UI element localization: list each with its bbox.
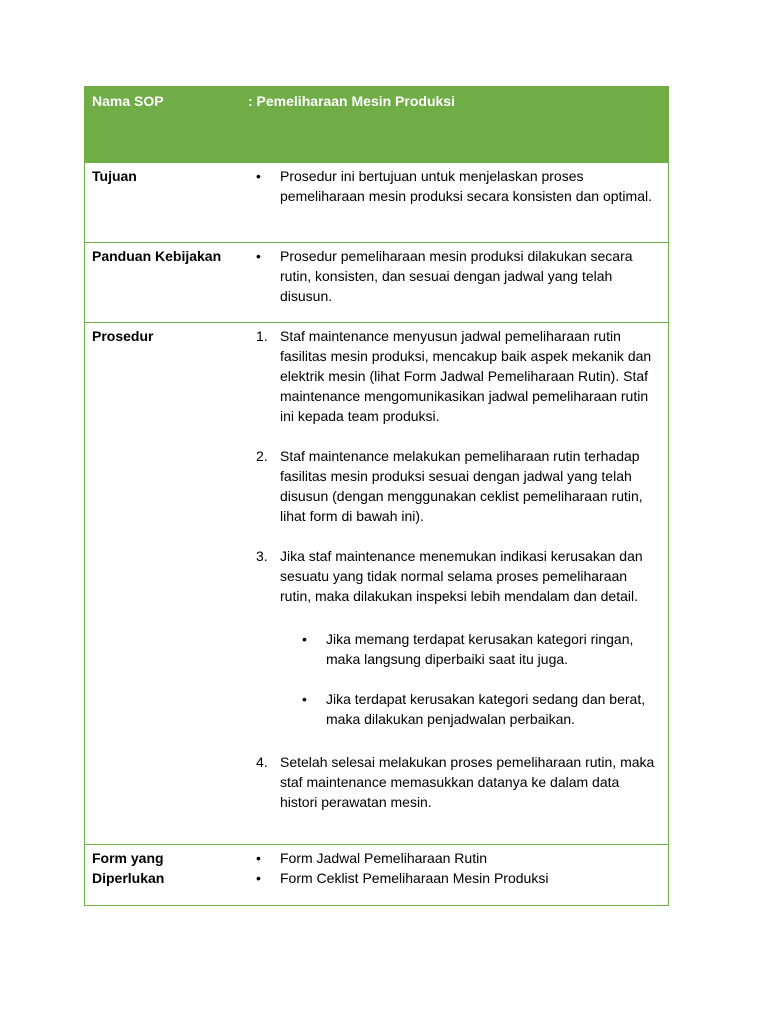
- form-item-text: Form Ceklist Pemeliharaan Mesin Produksi: [280, 870, 549, 886]
- prosedur-steps-continued: [248, 752, 668, 812]
- panduan-text: Prosedur pemeliharaan mesin produksi dilakukan secara rutin, konsisten, dan sesuai dengan jadwal yang telah disusun.: [280, 248, 633, 304]
- prosedur-step-3: [248, 546, 668, 606]
- step-number: 3.: [256, 548, 268, 564]
- sub-item-text: Jika memang terdapat kerusakan kategori ringan, maka langsung diperbaiki saat itu juga.: [326, 631, 634, 667]
- bullet-icon: •: [302, 691, 307, 707]
- bullet-icon: •: [256, 168, 261, 184]
- list-item: [248, 629, 668, 669]
- prosedur-content: [248, 323, 668, 844]
- panduan-list: [248, 243, 668, 306]
- tujuan-label: Tujuan: [92, 168, 137, 184]
- list-item: [248, 848, 668, 868]
- prosedur-steps: [248, 323, 668, 606]
- step-text: Staf maintenance melakukan pemeliharaan rutin terhadap fasilitas mesin produksi sesuai dengan jadwal yang telah disusun (dengan menggunakan ceklist pemeliharaan rutin, lihat form di bawah ini).: [280, 448, 643, 524]
- step-number: 4.: [256, 754, 268, 770]
- header-row: [85, 87, 668, 162]
- list-item: [248, 868, 668, 888]
- panduan-content: [248, 243, 668, 322]
- prosedur-label: Prosedur: [92, 328, 154, 344]
- tujuan-content: [248, 163, 668, 242]
- panduan-label: Panduan Kebijakan: [92, 248, 222, 264]
- step-text: Jika staf maintenance menemukan indikasi kerusakan dan sesuatu yang tidak normal selama proses pemeliharaan rutin, maka dilakukan inspeksi lebih mendalam dan detail.: [280, 548, 643, 604]
- step-number: 1.: [256, 328, 268, 344]
- sop-name-label: Nama SOP: [92, 93, 164, 109]
- bullet-icon: •: [256, 248, 261, 264]
- bullet-icon: •: [256, 870, 261, 886]
- tujuan-text: Prosedur ini bertujuan untuk menjelaskan proses pemeliharaan mesin produksi secara konsisten dan optimal.: [280, 168, 652, 204]
- prosedur-step-4: [248, 752, 668, 812]
- step-number: 2.: [256, 448, 268, 464]
- sop-name-value: : Pemeliharaan Mesin Produksi: [248, 93, 455, 109]
- form-row: [85, 844, 668, 905]
- prosedur-step-1: [248, 326, 668, 426]
- form-content: [248, 845, 668, 905]
- form-item-text: Form Jadwal Pemeliharaan Rutin: [280, 850, 487, 866]
- form-list: [248, 845, 668, 888]
- list-item: [248, 246, 668, 306]
- form-label: Form yang Diperlukan: [92, 850, 165, 886]
- tujuan-row: [85, 162, 668, 242]
- tujuan-list: [248, 163, 668, 206]
- list-item: [248, 689, 668, 729]
- list-item: [248, 166, 668, 206]
- panduan-row: [85, 242, 668, 322]
- bullet-icon: •: [256, 850, 261, 866]
- prosedur-row: [85, 322, 668, 844]
- prosedur-step-3-sublist: [248, 629, 668, 729]
- prosedur-step-2: [248, 446, 668, 526]
- step-text: Setelah selesai melakukan proses pemeliharaan rutin, maka staf maintenance memasukkan datanya ke dalam data histori perawatan mesin.: [280, 754, 655, 810]
- sub-item-text: Jika terdapat kerusakan kategori sedang dan berat, maka dilakukan penjadwalan perbaikan.: [326, 691, 646, 727]
- bullet-icon: •: [302, 631, 307, 647]
- step-text: Staf maintenance menyusun jadwal pemeliharaan rutin fasilitas mesin produksi, mencakup baik aspek mekanik dan elektrik mesin (lihat Form Jadwal Pemeliharaan Rutin). Staf maintenance mengomunikasikan jadwal pemeliharaan rutin ini kepada team produksi.: [280, 328, 652, 424]
- sop-table: [84, 86, 669, 906]
